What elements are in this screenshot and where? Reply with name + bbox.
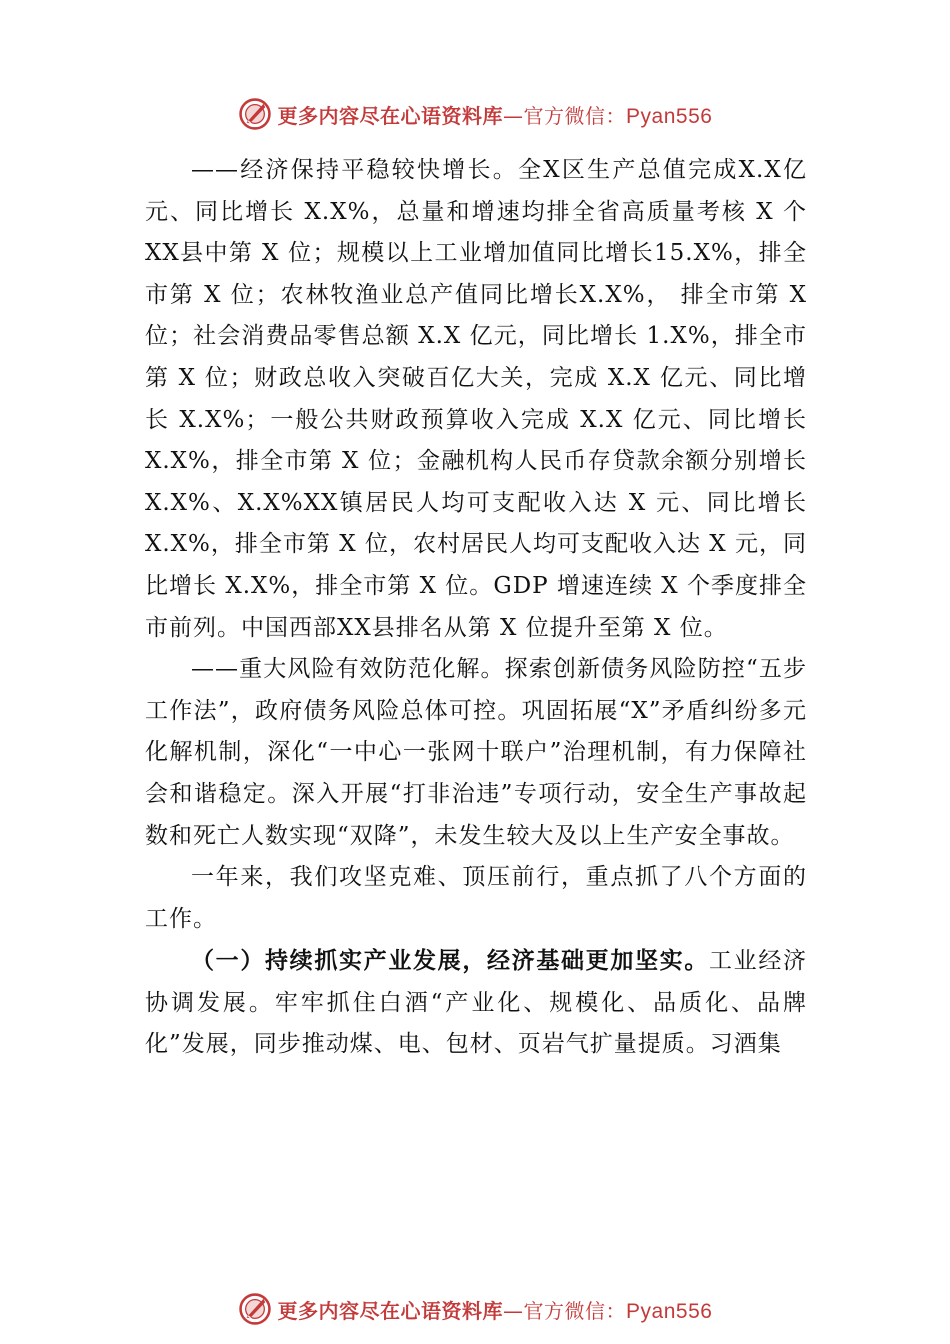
banner-text bbox=[278, 1295, 713, 1324]
quill-pen-seal-icon bbox=[238, 97, 272, 131]
banner-brand: 更多内容尽在心语资料库 bbox=[277, 1298, 504, 1323]
paragraph-summary: 一年来，我们攻坚克难、顶压前行，重点抓了八个方面的工作。 bbox=[145, 864, 807, 932]
banner-dash: — bbox=[503, 1298, 524, 1323]
banner-dash: — bbox=[503, 103, 524, 128]
document-body bbox=[145, 150, 807, 1066]
quill-pen-seal-icon bbox=[238, 1292, 272, 1326]
banner-wechat-id: Pyan556 bbox=[626, 104, 713, 128]
section-heading: （一）持续抓实产业发展，经济基础更加坚实。 bbox=[191, 947, 709, 975]
banner-text bbox=[278, 100, 713, 129]
banner-wechat-label: 官方微信： bbox=[523, 1298, 627, 1323]
header-banner bbox=[0, 92, 950, 136]
banner-brand: 更多内容尽在心语资料库 bbox=[277, 103, 504, 128]
paragraph-economy: ——经济保持平稳较快增长。全X区生产总值完成X.X亿元、同比增长 X.X%，总量和增速均排全省高质量考核 X 个XX县中第 X 位；规模以上工业增加值同比增长15.X%，排全市第 X 位；农林牧渔业总产值同比增长X.X%， 排全市第 X位；社会消费品零售总额 X.X 亿元，同比增长 1.X%，排全市第 X 位；财政总收入突破百亿大关，完成 X.X 亿元、同比增长 X.X%；一般公共财政预算收入完成 X.X 亿元、同比增长 X.X%，排全市第 X 位；金融机构人民币存贷款余额分别增长 X.X%、X.X%XX镇居民人均可支配收入达 X 元、同比增长 X.X%，排全市第 X 位，农村居民人均可支配收入达 X 元，同比增长 X.X%，排全市第 X 位。GDP 增速连续 X 个季度排全市前列。中国西部XX县排名从第 X 位提升至第 X 位。 bbox=[145, 157, 807, 641]
paragraph-section-1 bbox=[145, 940, 807, 1066]
banner-wechat-label: 官方微信： bbox=[523, 103, 627, 128]
banner-wechat-id: Pyan556 bbox=[626, 1299, 713, 1323]
section-body: 工业经济协调发展。牢牢抓住白酒“产业化、规模化、品质化、品牌化”发展，同步推动煤、电、包材、页岩气扩量提质。习酒集 bbox=[145, 948, 808, 1058]
footer-banner bbox=[0, 1287, 950, 1331]
paragraph-risk: ——重大风险有效防范化解。探索创新债务风险防控“五步工作法”，政府债务风险总体可控。巩固拓展“X”矛盾纠纷多元化解机制，深化“一中心一张网十联户”治理机制，有力保障社会和谐稳定。深入开展“打非治违”专项行动，安全生产事故起数和死亡人数实现“双降”，未发生较大及以上生产安全事故。 bbox=[145, 656, 807, 849]
